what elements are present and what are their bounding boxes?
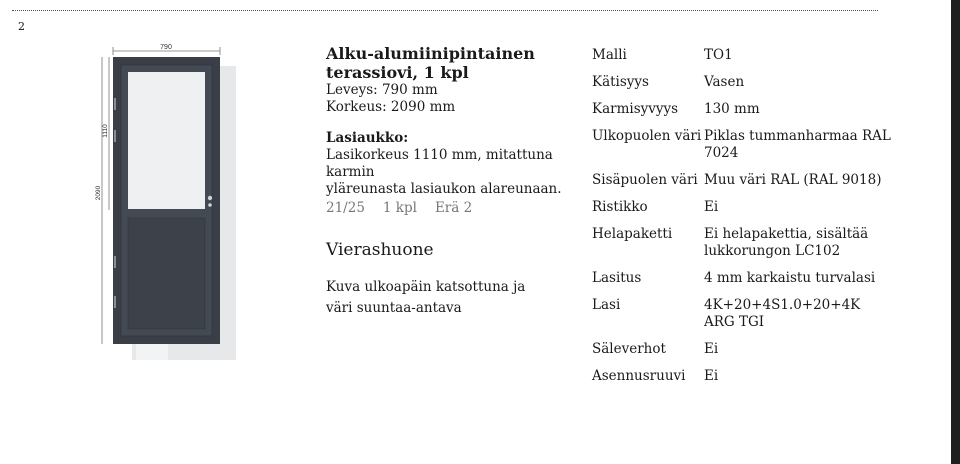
hinge-bottom — [114, 296, 116, 308]
glass-description-line-1: Lasikorkeus 1110 mm, mitattuna — [326, 147, 553, 163]
glass-description-line-3: yläreunasta lasiaukon alareunaan. — [326, 181, 562, 197]
spec-row — [592, 368, 892, 395]
spec-label: Malli — [592, 47, 627, 63]
spec-label: Ulkopuolen väri — [592, 128, 702, 144]
door-handle — [208, 196, 212, 200]
glass-heading: Lasiaukko: — [326, 130, 409, 146]
spec-label: Kätisyys — [592, 74, 649, 90]
door-glass — [128, 72, 205, 209]
spec-value: Muu väri RAL (RAL 9018) — [704, 172, 882, 188]
page-number: 2 — [18, 20, 25, 33]
hinge-upper — [114, 130, 116, 142]
top-dotted-rule — [12, 10, 878, 11]
spec-label: Sisäpuolen väri — [592, 172, 698, 188]
spec-label: Säleverhot — [592, 341, 666, 357]
spec-value: 4K+20+4S1.0+20+4K ARG TGI — [704, 297, 861, 330]
spec-value: Ei helapakettia, sisältää lukkorungon LC102 — [704, 226, 869, 259]
spec-label: Lasi — [592, 297, 621, 313]
spec-label: Lasitus — [592, 270, 642, 286]
door-drawing — [92, 38, 242, 364]
spec-value: 130 mm — [704, 101, 760, 117]
glass-height-label: 1110 — [102, 124, 109, 138]
product-width: Leveys: 790 mm — [326, 82, 438, 98]
spec-row — [592, 270, 892, 297]
item-meta — [326, 200, 566, 217]
spec-label: Asennusruuvi — [592, 368, 686, 384]
product-description — [326, 44, 566, 319]
product-height: Korkeus: 2090 mm — [326, 99, 456, 115]
height-label: 2090 — [95, 185, 102, 201]
spec-label: Ristikko — [592, 199, 648, 215]
spec-row — [592, 74, 892, 101]
spec-label: Helapaketti — [592, 226, 673, 242]
spec-row — [592, 199, 892, 226]
spec-row — [592, 128, 892, 172]
spec-table — [592, 47, 892, 395]
spec-value: 4 mm karkaistu turvalasi — [704, 270, 876, 286]
door-lower-panel — [128, 218, 205, 329]
item-position: 21/25 — [326, 200, 365, 216]
spec-label: Karmisyvyys — [592, 101, 679, 117]
spec-value: Ei — [704, 368, 719, 384]
spec-value: Ei — [704, 199, 719, 215]
product-title: Alku-alumiinipintainen terassiovi, 1 kpl — [326, 44, 535, 82]
width-label: 790 — [160, 44, 172, 51]
spec-row — [592, 101, 892, 128]
spec-row — [592, 47, 892, 74]
item-batch: Erä 2 — [434, 200, 473, 216]
spec-row — [592, 226, 892, 270]
spacer — [326, 116, 566, 130]
image-caption: Kuva ulkoapäin katsottuna ja väri suuntaa-antava — [326, 279, 526, 316]
window-edge-bar — [951, 0, 960, 464]
hinge-lower — [114, 256, 116, 268]
spec-row — [592, 297, 892, 341]
room-name: Vierashuone — [326, 240, 434, 260]
spec-value: Ei — [704, 341, 719, 357]
glass-description-line-2: karmin — [326, 164, 375, 180]
item-quantity: 1 kpl — [382, 200, 417, 216]
hinge-top — [114, 98, 116, 110]
door-lock — [208, 203, 212, 207]
spec-value: Vasen — [704, 74, 745, 90]
spec-value: TO1 — [704, 47, 733, 63]
spec-row — [592, 341, 892, 368]
spec-row — [592, 172, 892, 199]
spec-value: Piklas tummanharmaa RAL 7024 — [704, 128, 891, 161]
